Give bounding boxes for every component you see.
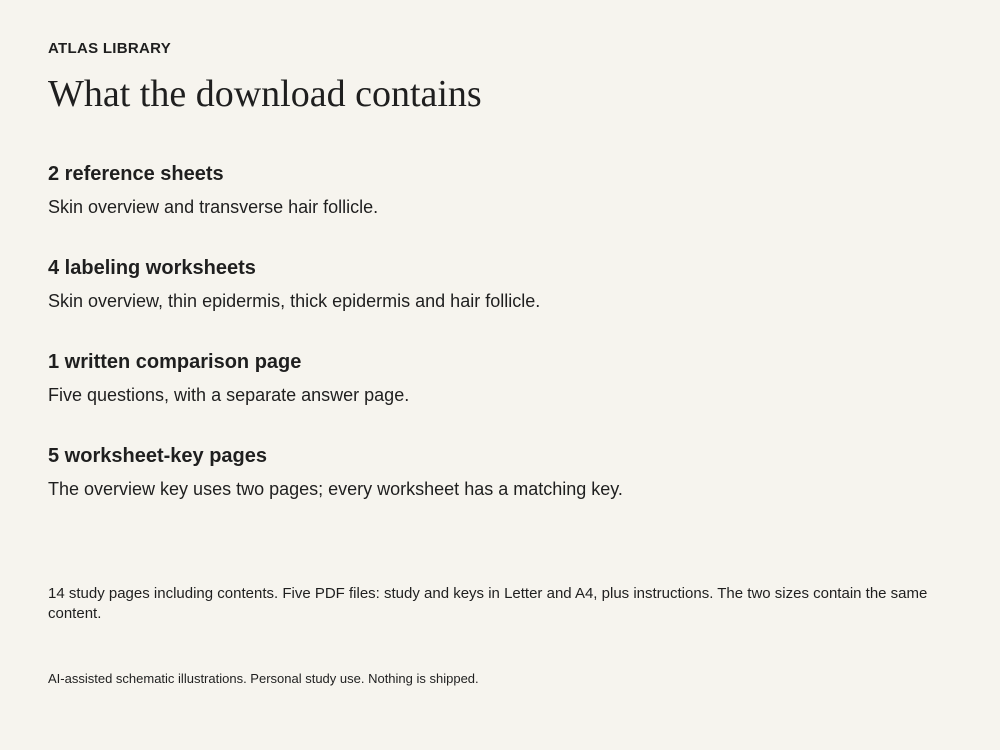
contents-item-labeling-worksheets [48, 256, 948, 312]
item-heading: 1 written comparison page [48, 351, 302, 373]
item-description: Skin overview, thin epidermis, thick epidermis and hair follicle. [48, 291, 541, 311]
contents-item-comparison-page [48, 350, 948, 406]
item-heading: 5 worksheet-key pages [48, 445, 267, 467]
contents-item-key-pages [48, 444, 948, 500]
item-heading: 4 labeling worksheets [48, 257, 256, 279]
eyebrow-label: ATLAS LIBRARY [48, 40, 172, 57]
item-description: Five questions, with a separate answer page. [48, 385, 410, 405]
download-summary: 14 study pages including contents. Five PDF files: study and keys in Letter and A4, plus instructions. The two sizes contain the same content. [48, 585, 928, 622]
footnote: AI-assisted schematic illustrations. Personal study use. Nothing is shipped. [48, 671, 479, 686]
page-title: What the download contains [48, 73, 482, 115]
contents-item-reference-sheets [48, 162, 948, 218]
item-heading: 2 reference sheets [48, 163, 224, 185]
item-description: The overview key uses two pages; every worksheet has a matching key. [48, 479, 623, 499]
item-description: Skin overview and transverse hair follicle. [48, 197, 379, 217]
